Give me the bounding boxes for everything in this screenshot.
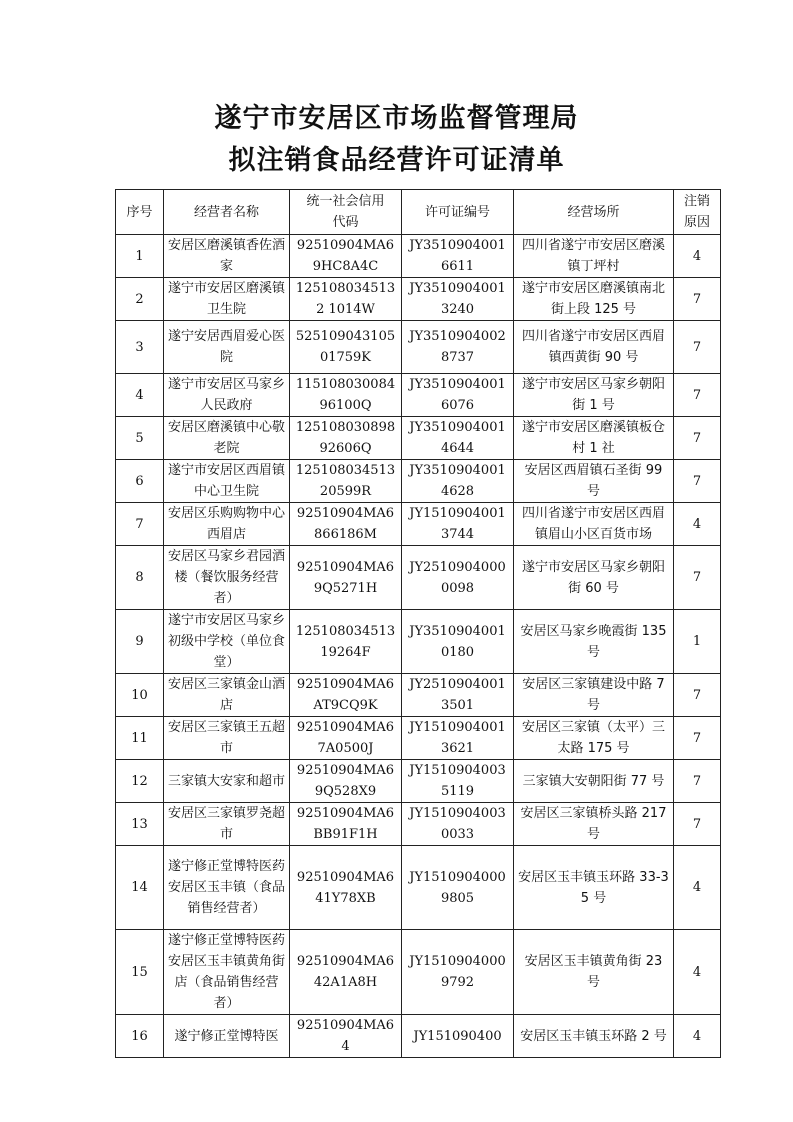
row-number-cell: 15 bbox=[116, 930, 164, 1015]
row-number-cell: 3 bbox=[116, 321, 164, 374]
business-place-cell: 遂宁市安居区马家乡朝阳街 60 号 bbox=[514, 546, 674, 610]
credit-code-cell: 92510904MA64 bbox=[290, 1015, 402, 1058]
cancel-reason-cell: 4 bbox=[674, 235, 721, 278]
operator-name-cell: 安居区三家镇王五超市 bbox=[164, 717, 290, 760]
row-number-cell: 10 bbox=[116, 674, 164, 717]
credit-code-cell: 12510803451320599R bbox=[290, 460, 402, 503]
table-row bbox=[116, 610, 721, 674]
business-place-cell: 安居区三家镇桥头路 217 号 bbox=[514, 803, 674, 846]
business-place-cell: 遂宁市安居区马家乡朝阳街 1 号 bbox=[514, 374, 674, 417]
business-place-cell: 安居区马家乡晚霞街 135 号 bbox=[514, 610, 674, 674]
row-number-cell: 2 bbox=[116, 278, 164, 321]
license-cancellation-table bbox=[115, 189, 721, 1058]
header-license-no: 许可证编号 bbox=[402, 190, 514, 235]
cancel-reason-cell: 7 bbox=[674, 278, 721, 321]
operator-name-cell: 安居区三家镇金山酒店 bbox=[164, 674, 290, 717]
license-number-cell: JY15109040030033 bbox=[402, 803, 514, 846]
credit-code-cell: 12510803451319264F bbox=[290, 610, 402, 674]
cancel-reason-cell: 7 bbox=[674, 803, 721, 846]
credit-code-cell: 92510904MA642A1A8H bbox=[290, 930, 402, 1015]
table-row bbox=[116, 846, 721, 930]
table-row bbox=[116, 321, 721, 374]
row-number-cell: 14 bbox=[116, 846, 164, 930]
row-number-cell: 9 bbox=[116, 610, 164, 674]
license-number-cell: JY35109040014644 bbox=[402, 417, 514, 460]
row-number-cell: 16 bbox=[116, 1015, 164, 1058]
cancel-reason-cell: 7 bbox=[674, 460, 721, 503]
cancel-reason-cell: 7 bbox=[674, 417, 721, 460]
business-place-cell: 安居区三家镇建设中路 7 号 bbox=[514, 674, 674, 717]
header-place: 经营场所 bbox=[514, 190, 674, 235]
business-place-cell: 四川省遂宁市安居区西眉镇西黄街 90 号 bbox=[514, 321, 674, 374]
table-row bbox=[116, 546, 721, 610]
cancel-reason-cell: 4 bbox=[674, 503, 721, 546]
title-line-1: 遂宁市安居区市场监督管理局 bbox=[214, 103, 579, 134]
cancel-reason-cell: 1 bbox=[674, 610, 721, 674]
credit-code-cell: 52510904310501759K bbox=[290, 321, 402, 374]
credit-code-cell: 92510904MA67A0500J bbox=[290, 717, 402, 760]
cancel-reason-cell: 7 bbox=[674, 321, 721, 374]
business-place-cell: 安居区三家镇（太平）三太路 175 号 bbox=[514, 717, 674, 760]
license-number-cell: JY15109040009792 bbox=[402, 930, 514, 1015]
cancel-reason-cell: 4 bbox=[674, 1015, 721, 1058]
license-number-cell: JY15109040009805 bbox=[402, 846, 514, 930]
header-reason: 注销原因 bbox=[674, 190, 721, 235]
title-line-2: 拟注销食品经营许可证清单 bbox=[228, 145, 565, 176]
operator-name-cell: 遂宁修正堂博特医药安居区玉丰镇（食品销售经营者） bbox=[164, 846, 290, 930]
cancel-reason-cell: 7 bbox=[674, 717, 721, 760]
operator-name-cell: 安居区磨溪镇中心敬老院 bbox=[164, 417, 290, 460]
table-header-row bbox=[116, 190, 721, 235]
operator-name-cell: 安居区磨溪镇香佐酒家 bbox=[164, 235, 290, 278]
license-number-cell: JY35109040016611 bbox=[402, 235, 514, 278]
business-place-cell: 遂宁市安居区磨溪镇南北街上段 125 号 bbox=[514, 278, 674, 321]
credit-code-cell: 1251080345132 1014W bbox=[290, 278, 402, 321]
credit-code-cell: 12510803089892606Q bbox=[290, 417, 402, 460]
table-row bbox=[116, 1015, 721, 1058]
license-number-cell: JY15109040035119 bbox=[402, 760, 514, 803]
license-number-cell: JY35109040016076 bbox=[402, 374, 514, 417]
cancel-reason-cell: 7 bbox=[674, 374, 721, 417]
header-credit-code: 统一社会信用代码 bbox=[290, 190, 402, 235]
license-number-cell: JY25109040013501 bbox=[402, 674, 514, 717]
license-number-cell: JY35109040014628 bbox=[402, 460, 514, 503]
row-number-cell: 7 bbox=[116, 503, 164, 546]
credit-code-cell: 92510904MA6BB91F1H bbox=[290, 803, 402, 846]
operator-name-cell: 三家镇大安家和超市 bbox=[164, 760, 290, 803]
cancel-reason-cell: 7 bbox=[674, 546, 721, 610]
cancel-reason-cell: 7 bbox=[674, 674, 721, 717]
license-number-cell: JY35109040028737 bbox=[402, 321, 514, 374]
license-number-cell: JY151090400 bbox=[402, 1015, 514, 1058]
table-row bbox=[116, 235, 721, 278]
license-number-cell: JY15109040013744 bbox=[402, 503, 514, 546]
operator-name-cell: 遂宁修正堂博特医药安居区玉丰镇黄角街店（食品销售经营者） bbox=[164, 930, 290, 1015]
table-row bbox=[116, 278, 721, 321]
table-row bbox=[116, 803, 721, 846]
business-place-cell: 三家镇大安朝阳街 77 号 bbox=[514, 760, 674, 803]
operator-name-cell: 遂宁市安居区马家乡初级中学校（单位食堂） bbox=[164, 610, 290, 674]
row-number-cell: 13 bbox=[116, 803, 164, 846]
operator-name-cell: 安居区三家镇罗尧超市 bbox=[164, 803, 290, 846]
table-body bbox=[116, 235, 721, 1058]
credit-code-cell: 92510904MA69HC8A4C bbox=[290, 235, 402, 278]
row-number-cell: 8 bbox=[116, 546, 164, 610]
operator-name-cell: 遂宁市安居区西眉镇中心卫生院 bbox=[164, 460, 290, 503]
credit-code-cell: 92510904MA69Q5271H bbox=[290, 546, 402, 610]
row-number-cell: 12 bbox=[116, 760, 164, 803]
operator-name-cell: 遂宁修正堂博特医 bbox=[164, 1015, 290, 1058]
credit-code-cell: 92510904MA6866186M bbox=[290, 503, 402, 546]
table-row bbox=[116, 417, 721, 460]
operator-name-cell: 安居区乐购购物中心西眉店 bbox=[164, 503, 290, 546]
business-place-cell: 四川省遂宁市安居区西眉镇眉山小区百货市场 bbox=[514, 503, 674, 546]
table-row bbox=[116, 717, 721, 760]
business-place-cell: 安居区西眉镇石圣街 99 号 bbox=[514, 460, 674, 503]
header-no: 序号 bbox=[116, 190, 164, 235]
license-number-cell: JY15109040013621 bbox=[402, 717, 514, 760]
header-name: 经营者名称 bbox=[164, 190, 290, 235]
table-row bbox=[116, 930, 721, 1015]
table-row bbox=[116, 760, 721, 803]
business-place-cell: 遂宁市安居区磨溪镇板仓村 1 社 bbox=[514, 417, 674, 460]
row-number-cell: 6 bbox=[116, 460, 164, 503]
credit-code-cell: 92510904MA641Y78XB bbox=[290, 846, 402, 930]
document-title bbox=[0, 98, 793, 182]
table-row bbox=[116, 460, 721, 503]
credit-code-cell: 92510904MA6AT9CQ9K bbox=[290, 674, 402, 717]
table-row bbox=[116, 374, 721, 417]
table-row bbox=[116, 674, 721, 717]
operator-name-cell: 安居区马家乡君园酒楼（餐饮服务经营者） bbox=[164, 546, 290, 610]
row-number-cell: 11 bbox=[116, 717, 164, 760]
business-place-cell: 四川省遂宁市安居区磨溪镇丁坪村 bbox=[514, 235, 674, 278]
cancel-reason-cell: 4 bbox=[674, 930, 721, 1015]
cancel-reason-cell: 7 bbox=[674, 760, 721, 803]
license-number-cell: JY35109040010180 bbox=[402, 610, 514, 674]
license-number-cell: JY25109040000098 bbox=[402, 546, 514, 610]
row-number-cell: 5 bbox=[116, 417, 164, 460]
business-place-cell: 安居区玉丰镇黄角街 23 号 bbox=[514, 930, 674, 1015]
row-number-cell: 1 bbox=[116, 235, 164, 278]
row-number-cell: 4 bbox=[116, 374, 164, 417]
operator-name-cell: 遂宁市安居区马家乡人民政府 bbox=[164, 374, 290, 417]
table-row bbox=[116, 503, 721, 546]
credit-code-cell: 92510904MA69Q528X9 bbox=[290, 760, 402, 803]
operator-name-cell: 遂宁安居西眉爱心医院 bbox=[164, 321, 290, 374]
business-place-cell: 安居区玉丰镇玉环路 2 号 bbox=[514, 1015, 674, 1058]
credit-code-cell: 11510803008496100Q bbox=[290, 374, 402, 417]
license-number-cell: JY35109040013240 bbox=[402, 278, 514, 321]
operator-name-cell: 遂宁市安居区磨溪镇卫生院 bbox=[164, 278, 290, 321]
cancel-reason-cell: 4 bbox=[674, 846, 721, 930]
business-place-cell: 安居区玉丰镇玉环路 33-35 号 bbox=[514, 846, 674, 930]
